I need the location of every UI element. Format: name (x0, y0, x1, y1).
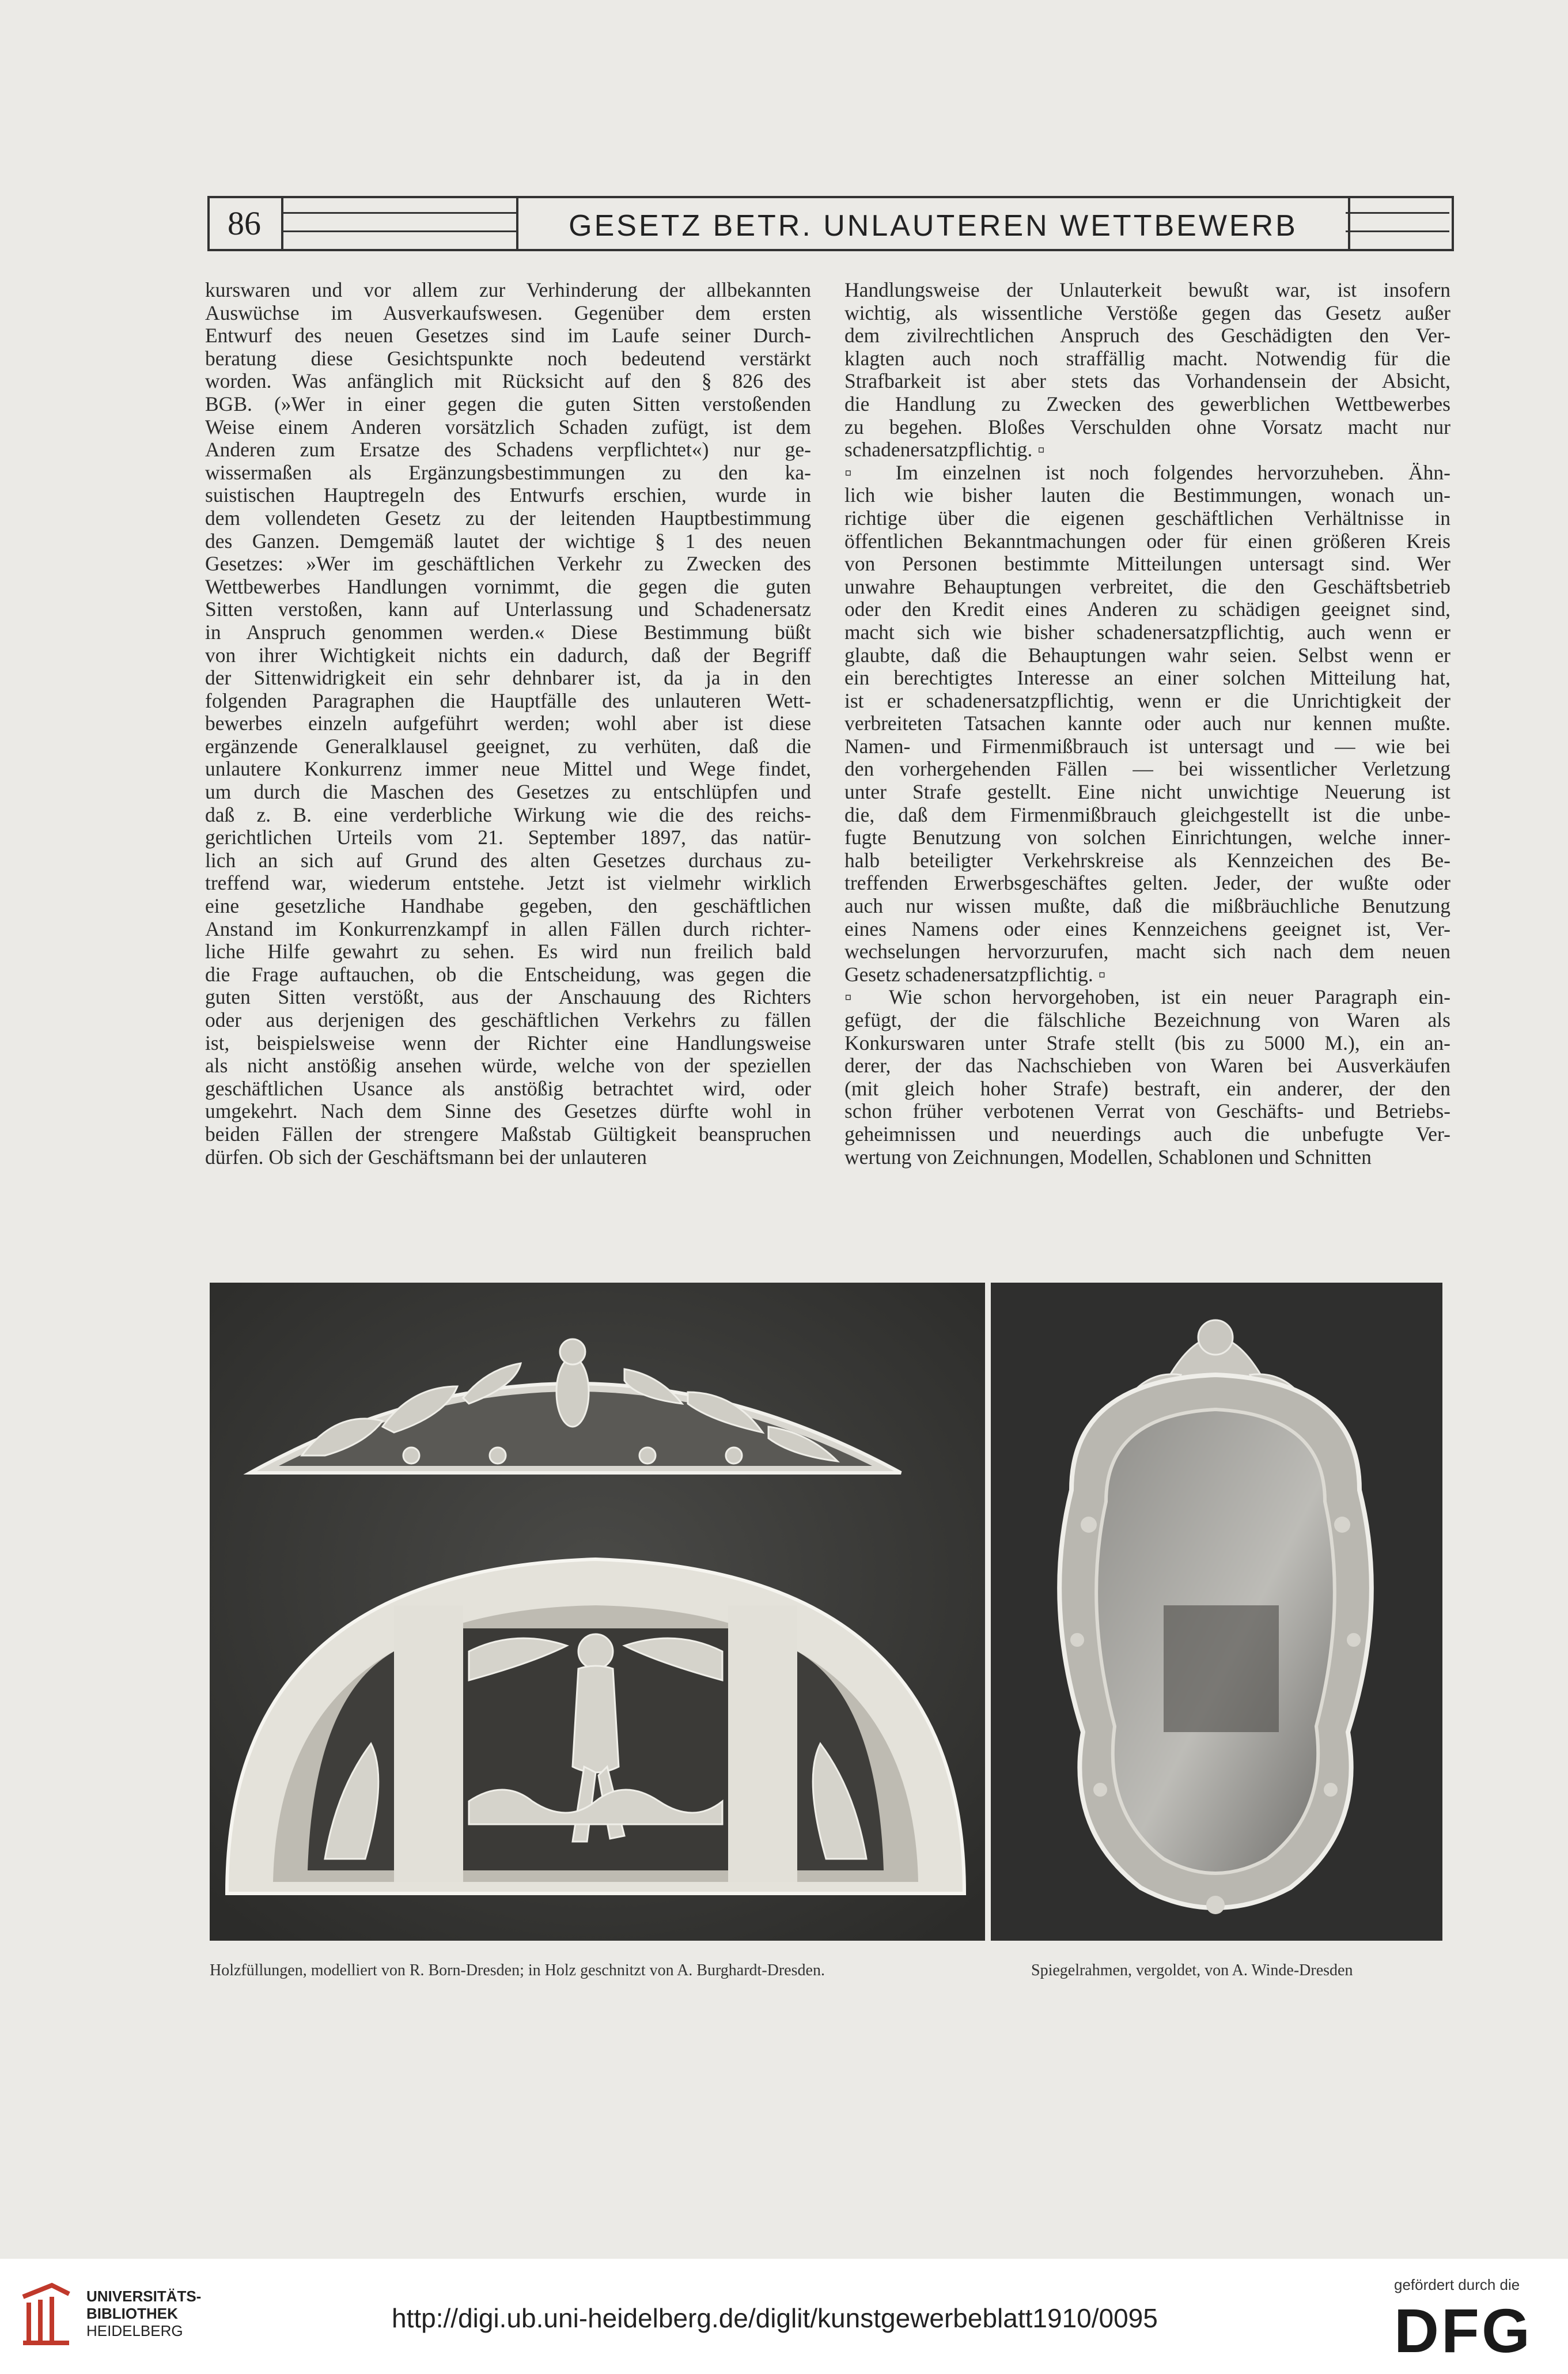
header-rule (1346, 230, 1449, 232)
text-line: den vorhergehenden Fällen — bei wissentlicher Verletzung (844, 757, 1450, 781)
text-line: oder aus derjenigen des geschäftlichen Verkehrs zu fällen (205, 1008, 811, 1031)
text-line: daß z. B. eine verderbliche Wirkung wie die des reichs- (205, 803, 811, 826)
text-line: oder den Kredit eines Anderen zu schädigen geeignet sind, (844, 598, 1450, 621)
text-line: Entwurf des neuen Gesetzes sind im Laufe seiner Durch- (205, 324, 811, 347)
text-line: beratung diese Gesichtspunkte noch bedeutend verstärkt (205, 346, 811, 370)
text-line: die, daß dem Firmenmißbrauch gleichgestellt ist die unbe- (844, 803, 1450, 826)
text-line: Strafbarkeit ist aber stets das Vorhandensein der Absicht, (844, 369, 1450, 393)
text-line: unter Strafe gestellt. Eine nicht unwichtige Neuerung ist (844, 780, 1450, 804)
text-line: dem vollendeten Gesetz zu der leitenden Hauptbestimmung (205, 506, 811, 530)
text-line: richtige über die eigenen geschäftlichen Verhältnisse in (844, 506, 1450, 530)
running-title: GESETZ BETR. UNLAUTEREN WETTBEWERB (516, 196, 1350, 251)
text-line: von Personen bestimmte Mitteilungen untersagt sind. Wer (844, 552, 1450, 576)
text-line: beiden Fällen der strengere Maßstab Gültigkeit beanspruchen (205, 1122, 811, 1146)
text-line: wertung von Zeichnungen, Modellen, Schablonen und Schnitten (844, 1145, 1372, 1169)
text-line: klagten auch noch straffällig macht. Notwendig für die (844, 346, 1450, 370)
text-line: Konkurswaren unter Strafe stellt (bis zu 5000 M.), ein an- (844, 1031, 1450, 1054)
text-line: dem zivilrechtlichen Anspruch des Geschädigten den Ver- (844, 324, 1450, 347)
text-line: wissermaßen als Ergänzungsbestimmungen zu den ka- (205, 460, 811, 484)
header-rule (1346, 212, 1449, 214)
caption-mirror-frame: Spiegelrahmen, vergoldet, von A. Winde-Dresden (1031, 1961, 1353, 1979)
text-line: ▫ Im einzelnen ist noch folgendes hervorzuheben. Ähn- (844, 460, 1450, 484)
text-column-right (844, 279, 1450, 1169)
caption-wood-panels: Holzfüllungen, modelliert von R. Born-Dresden; in Holz geschnitzt von A. Burghardt-Dresden. (210, 1961, 825, 1979)
text-line: verbreiteten Tatsachen kannte oder auch nur kennen mußte. (844, 712, 1450, 735)
text-line: Anstand im Konkurrenzkampf in allen Fällen durch richter- (205, 917, 811, 940)
text-line: schadenersatzpflichtig. ▫ (844, 438, 1045, 462)
text-line: ein berechtigtes Interesse an einer solchen Mitteilung hat, (844, 666, 1450, 690)
text-line: des Ganzen. Demgemäß lautet der wichtige § 1 des neuen (205, 529, 811, 553)
text-line: eines Namens oder eines Kennzeichens geeignet ist, Ver- (844, 917, 1450, 940)
photo-mirror-frame (991, 1283, 1442, 1941)
text-line: ergänzende Generalklausel geeignet, zu verhüten, daß die (205, 734, 811, 758)
text-line: Weise einem Anderen vorsätzlich Schaden zufügt, ist dem (205, 415, 811, 438)
header-rule (281, 230, 516, 232)
text-line: Sitten verstoßen, kann auf Unterlassung und Schadenersatz (205, 598, 811, 621)
text-line: glaubte, daß die Behauptungen wahr seien. Selbst wenn er (844, 643, 1450, 667)
text-line: unwahre Behauptungen verbreitet, die den Geschäftsbetrieb (844, 574, 1450, 598)
text-line: lich an sich auf Grund des alten Gesetzes durchaus zu- (205, 848, 811, 872)
header-rule (281, 212, 516, 214)
text-line: suistischen Hauptregeln des Entwurfs erschien, wurde in (205, 483, 811, 507)
text-line: zu begehen. Bloßes Verschulden ohne Vorsatz macht nur (844, 415, 1450, 438)
text-line: Auswüchse im Ausverkaufswesen. Gegenüber dem ersten (205, 301, 811, 324)
text-line: guten Sitten verstößt, aus der Anschauung des Richters (205, 985, 811, 1009)
text-line: eine gesetzliche Handhabe gegeben, den geschäftlichen (205, 894, 811, 918)
text-line: (mit gleich hoher Strafe) bestraft, ein anderer, der den (844, 1076, 1450, 1100)
text-line: worden. Was anfänglich mit Rücksicht auf den § 826 des (205, 369, 811, 393)
text-line: wechselungen hervorzurufen, macht sich nach dem neuen (844, 940, 1450, 963)
library-name-line2: BIBLIOTHEK (86, 2305, 178, 2322)
text-line: dürfen. Ob sich der Geschäftsmann bei der unlauteren (205, 1145, 647, 1169)
text-line: auch nur wissen mußte, daß die mißbräuchliche Benutzung (844, 894, 1450, 918)
funding-note: gefördert durch die (1394, 2276, 1520, 2293)
library-name (86, 2288, 201, 2339)
text-line: unlautere Konkurrenz immer neue Mittel und Wege findet, (205, 757, 811, 781)
text-line: in Anspruch genommen werden.« Diese Bestimmung büßt (205, 620, 811, 644)
text-line: ▫ Wie schon hervorgehoben, ist ein neuer Paragraph ein- (844, 985, 1450, 1009)
text-line: wichtig, als wissentliche Verstöße gegen das Gesetz außer (844, 301, 1450, 324)
text-line: Wettbewerbes Handlungen vornimmt, die gegen die guten (205, 574, 811, 598)
text-line: BGB. (»Wer in einer gegen die guten Sitten verstoßenden (205, 392, 811, 415)
text-column-left (205, 279, 811, 1169)
running-header (207, 196, 1452, 249)
mirror-frame-illustration (991, 1283, 1442, 1941)
text-line: halb beteiligter Verkehrskreise als Kennzeichen des Be- (844, 848, 1450, 872)
text-line: geschäftlichen Usance als anstößig betrachtet wird, oder (205, 1076, 811, 1100)
text-line: die Frage auftauchen, ob die Entscheidung, was gegen die (205, 962, 811, 986)
text-line: umgekehrt. Nach dem Sinne des Gesetzes dürfte wohl in (205, 1099, 811, 1123)
text-line: kurswaren und vor allem zur Verhinderung der allbekannten (205, 278, 811, 301)
text-line: schon früher verbotenen Verrat von Geschäfts- und Betriebs- (844, 1099, 1450, 1123)
text-line: als nicht anstößig ansehen würde, welche von der speziellen (205, 1054, 811, 1078)
text-line: von ihrer Wichtigkeit nichts ein dadurch, daß der Begriff (205, 643, 811, 667)
text-line: macht sich wie bisher schadenersatzpflichtig, auch wenn er (844, 620, 1450, 644)
text-line: folgenden Paragraphen die Hauptfälle des unlauteren Wett- (205, 689, 811, 712)
text-line: treffend war, wiederum entstehe. Jetzt ist vielmehr wirklich (205, 871, 811, 895)
text-line: treffenden Erwerbsgeschäftes gelten. Jeder, der wußte oder (844, 871, 1450, 895)
text-line: gerichtlichen Urteils vom 21. September 1897, das natür- (205, 826, 811, 849)
permalink-url[interactable]: http://digi.ub.uni-heidelberg.de/diglit/kunstgewerbeblatt1910/0095 (392, 2303, 1158, 2333)
text-line: Gesetzes: »Wer im geschäftlichen Verkehr zu Zwecken des (205, 552, 811, 576)
text-line: die Handlung zu Zwecken des gewerblichen Wettbewerbes (844, 392, 1450, 415)
dfg-logo: DFG (1394, 2296, 1532, 2365)
text-line: öffentlichen Bekanntmachungen oder für einen größeren Kreis (844, 529, 1450, 553)
text-line: gefügt, der die fälschliche Bezeichnung von Waren als (844, 1008, 1450, 1031)
text-line: liche Hilfe gewahrt zu sehen. Es wird nun freilich bald (205, 940, 811, 963)
text-line: derer, der das Nachschieben von Waren bei Ausverkäufen (844, 1054, 1450, 1078)
text-line: der Sittenwidrigkeit ein sehr dehnbarer ist, da ja in den (205, 666, 811, 690)
photo-wood-panels (210, 1283, 985, 1941)
text-line: Handlungsweise der Unlauterkeit bewußt war, ist insofern (844, 278, 1450, 301)
page-number: 86 (207, 196, 283, 251)
library-name-line1: UNIVERSITÄTS- (86, 2288, 202, 2305)
text-line: ist er schadenersatzpflichtig, wenn er die Unrichtigkeit der (844, 689, 1450, 712)
text-line: bewerbes einzeln aufgeführt werden; wohl aber ist diese (205, 712, 811, 735)
text-line: Anderen zum Ersatze des Schadens verpflichtet«) nur ge- (205, 438, 811, 462)
text-line: fugte Benutzung von solchen Einrichtungen, welche inner- (844, 826, 1450, 849)
text-line: lich wie bisher lauten die Bestimmungen, wonach un- (844, 483, 1450, 507)
wood-panels-illustration (210, 1283, 985, 1941)
text-line: um durch die Maschen des Gesetzes zu entschlüpfen und (205, 780, 811, 804)
text-line: ist, beispielsweise wenn der Richter eine Handlungsweise (205, 1031, 811, 1054)
library-name-line3: HEIDELBERG (86, 2322, 183, 2339)
university-library-logo-icon (17, 2280, 75, 2349)
text-line: geheimnissen und neuerdings auch die unbefugte Ver- (844, 1122, 1450, 1146)
text-line: Namen- und Firmenmißbrauch ist untersagt und — wie bei (844, 734, 1450, 758)
text-line: Gesetz schadenersatzpflichtig. ▫ (844, 962, 1106, 986)
